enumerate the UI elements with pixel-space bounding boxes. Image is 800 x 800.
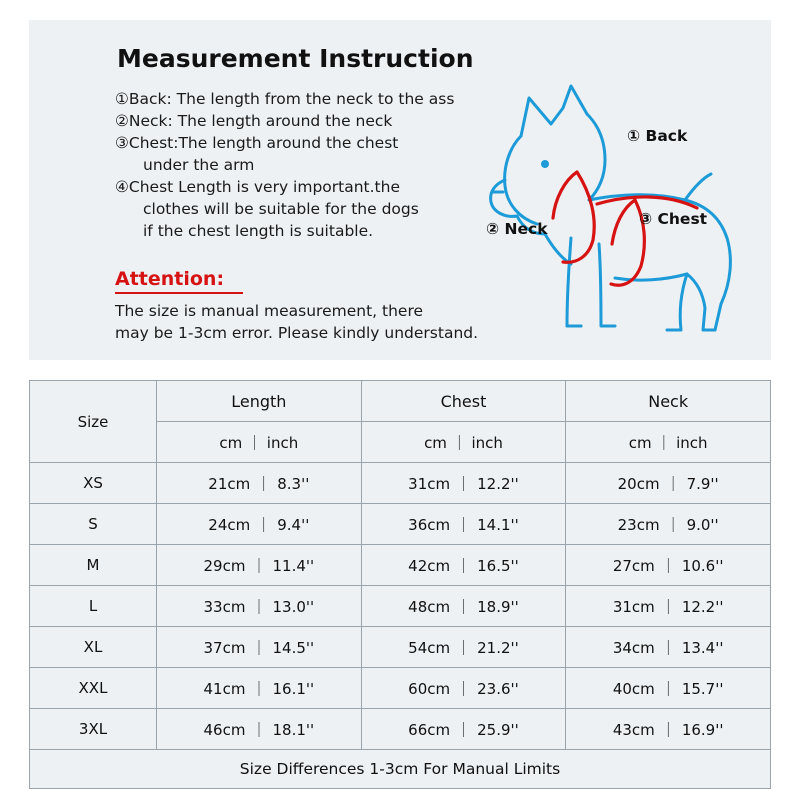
cell-length-in: 18.1'' bbox=[272, 720, 315, 739]
header-chest: Chest bbox=[361, 381, 566, 422]
cell-length-cm: 24cm bbox=[208, 515, 251, 534]
cell-separator: ｜ bbox=[251, 597, 267, 616]
cell-chest-in: 25.9'' bbox=[477, 720, 519, 739]
cell-length-in: 9.4'' bbox=[277, 515, 310, 534]
table-row bbox=[30, 668, 771, 709]
cell-neck bbox=[566, 627, 771, 668]
instruction-item-chest-length-cont1: clothes will be suitable for the dogs bbox=[143, 200, 419, 218]
table-row bbox=[30, 586, 771, 627]
instruction-item-chest-length-cont2: if the chest length is suitable. bbox=[143, 222, 374, 240]
cell-separator: ｜ bbox=[660, 597, 676, 616]
cell-length-in: 16.1'' bbox=[272, 679, 315, 698]
cell-length-cm: 41cm bbox=[203, 679, 246, 698]
cell-neck-cm: 31cm bbox=[612, 597, 655, 616]
cell-length bbox=[157, 586, 362, 627]
unit-neck: cm ｜ inch bbox=[566, 422, 771, 463]
cell-length-in: 13.0'' bbox=[272, 597, 315, 616]
cell-chest-in: 23.6'' bbox=[477, 679, 519, 698]
table-row bbox=[30, 504, 771, 545]
cell-separator: ｜ bbox=[660, 679, 676, 698]
cell-separator: ｜ bbox=[665, 515, 681, 534]
cell-length bbox=[157, 668, 362, 709]
cell-separator: ｜ bbox=[456, 515, 472, 534]
cell-neck-in: 9.0'' bbox=[686, 515, 719, 534]
instruction-item-chest-cont: under the arm bbox=[143, 156, 255, 174]
cell-length bbox=[157, 709, 362, 750]
cell-chest bbox=[361, 668, 566, 709]
cell-length-in: 8.3'' bbox=[277, 474, 310, 493]
cell-chest-cm: 54cm bbox=[408, 638, 451, 657]
cell-neck-cm: 43cm bbox=[612, 720, 655, 739]
cell-chest bbox=[361, 463, 566, 504]
table-footer-row bbox=[30, 750, 771, 789]
header-size: Size bbox=[30, 381, 157, 463]
table-footer-note: Size Differences 1-3cm For Manual Limits bbox=[30, 750, 771, 789]
cell-chest-cm: 66cm bbox=[408, 720, 451, 739]
instruction-item-neck: ②Neck: The length around the neck bbox=[115, 112, 393, 130]
cell-neck bbox=[566, 545, 771, 586]
cell-separator: ｜ bbox=[251, 638, 267, 657]
cell-chest-in: 16.5'' bbox=[477, 556, 519, 575]
cell-neck bbox=[566, 504, 771, 545]
cell-separator: ｜ bbox=[456, 720, 472, 739]
page-title: Measurement Instruction bbox=[117, 44, 474, 73]
attention-line-1: The size is manual measurement, there bbox=[115, 302, 424, 320]
cell-chest bbox=[361, 627, 566, 668]
table-row bbox=[30, 709, 771, 750]
cell-size: XS bbox=[30, 463, 157, 504]
cell-separator: ｜ bbox=[251, 720, 267, 739]
cell-length bbox=[157, 545, 362, 586]
cell-length bbox=[157, 504, 362, 545]
cell-separator: ｜ bbox=[256, 474, 272, 493]
cell-neck-in: 15.7'' bbox=[681, 679, 724, 698]
cell-separator: ｜ bbox=[665, 474, 681, 493]
cell-chest bbox=[361, 504, 566, 545]
table-row bbox=[30, 627, 771, 668]
cell-neck-in: 12.2'' bbox=[681, 597, 724, 616]
cell-neck-in: 10.6'' bbox=[681, 556, 724, 575]
instruction-item-back: ①Back: The length from the neck to the ass bbox=[115, 90, 455, 108]
cell-neck-in: 16.9'' bbox=[681, 720, 724, 739]
attention-underline bbox=[115, 292, 243, 294]
cell-size: M bbox=[30, 545, 157, 586]
instruction-list bbox=[115, 88, 515, 242]
cell-neck bbox=[566, 586, 771, 627]
attention-label: Attention: bbox=[115, 268, 225, 290]
cell-size: XL bbox=[30, 627, 157, 668]
cell-chest-in: 21.2'' bbox=[477, 638, 519, 657]
cell-chest-cm: 60cm bbox=[408, 679, 451, 698]
measurement-instruction-panel bbox=[29, 20, 771, 360]
header-neck: Neck bbox=[566, 381, 771, 422]
instruction-item-chest: ③Chest:The length around the chest bbox=[115, 134, 399, 152]
cell-separator: ｜ bbox=[251, 556, 267, 575]
cell-separator: ｜ bbox=[256, 515, 272, 534]
cell-chest-cm: 42cm bbox=[408, 556, 451, 575]
cell-neck bbox=[566, 463, 771, 504]
cell-neck-cm: 34cm bbox=[612, 638, 655, 657]
cell-separator: ｜ bbox=[456, 638, 472, 657]
table-row bbox=[30, 463, 771, 504]
size-table bbox=[29, 380, 771, 789]
cell-separator: ｜ bbox=[456, 597, 472, 616]
table-row bbox=[30, 545, 771, 586]
cell-neck bbox=[566, 668, 771, 709]
cell-neck-in: 7.9'' bbox=[686, 474, 719, 493]
cell-neck-cm: 40cm bbox=[612, 679, 655, 698]
cell-separator: ｜ bbox=[456, 474, 472, 493]
cell-neck-in: 13.4'' bbox=[681, 638, 724, 657]
callout-back: ① Back bbox=[627, 127, 688, 145]
cell-separator: ｜ bbox=[660, 720, 676, 739]
callout-neck: ② Neck bbox=[486, 220, 548, 238]
dog-outline-icon bbox=[459, 68, 769, 348]
dog-illustration bbox=[459, 68, 769, 348]
attention-line-2: may be 1-3cm error. Please kindly understand. bbox=[115, 324, 479, 342]
cell-chest-cm: 31cm bbox=[408, 474, 451, 493]
cell-length-cm: 29cm bbox=[203, 556, 246, 575]
cell-chest bbox=[361, 586, 566, 627]
cell-size: S bbox=[30, 504, 157, 545]
cell-length-in: 11.4'' bbox=[272, 556, 315, 575]
cell-neck-cm: 20cm bbox=[617, 474, 660, 493]
cell-neck bbox=[566, 709, 771, 750]
cell-separator: ｜ bbox=[660, 556, 676, 575]
cell-length bbox=[157, 463, 362, 504]
cell-length-cm: 46cm bbox=[203, 720, 246, 739]
cell-chest bbox=[361, 709, 566, 750]
header-length: Length bbox=[157, 381, 362, 422]
cell-separator: ｜ bbox=[456, 556, 472, 575]
cell-separator: ｜ bbox=[251, 679, 267, 698]
cell-chest-cm: 36cm bbox=[408, 515, 451, 534]
cell-size: 3XL bbox=[30, 709, 157, 750]
cell-length-cm: 37cm bbox=[203, 638, 246, 657]
cell-chest-in: 12.2'' bbox=[477, 474, 519, 493]
cell-separator: ｜ bbox=[456, 679, 472, 698]
cell-length-cm: 33cm bbox=[203, 597, 246, 616]
cell-chest-in: 18.9'' bbox=[477, 597, 519, 616]
table-header-row bbox=[30, 381, 771, 422]
unit-length: cm ｜ inch bbox=[157, 422, 362, 463]
cell-separator: ｜ bbox=[660, 638, 676, 657]
cell-chest-in: 14.1'' bbox=[477, 515, 519, 534]
cell-length-in: 14.5'' bbox=[272, 638, 315, 657]
cell-chest-cm: 48cm bbox=[408, 597, 451, 616]
cell-neck-cm: 27cm bbox=[612, 556, 655, 575]
cell-size: L bbox=[30, 586, 157, 627]
instruction-item-chest-length: ④Chest Length is very important.the bbox=[115, 178, 400, 196]
cell-chest bbox=[361, 545, 566, 586]
unit-chest: cm ｜ inch bbox=[361, 422, 566, 463]
callout-chest: ③ Chest bbox=[639, 210, 708, 228]
cell-neck-cm: 23cm bbox=[617, 515, 660, 534]
cell-length-cm: 21cm bbox=[208, 474, 251, 493]
cell-size: XXL bbox=[30, 668, 157, 709]
cell-length bbox=[157, 627, 362, 668]
